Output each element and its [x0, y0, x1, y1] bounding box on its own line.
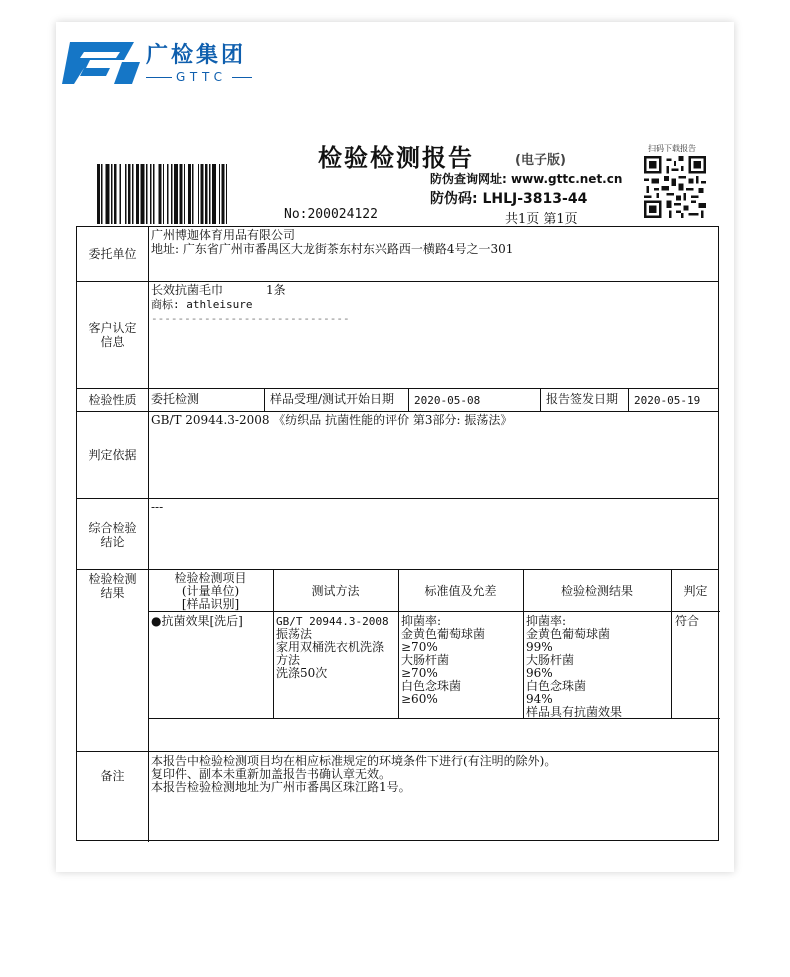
result-line: 99% [526, 640, 553, 654]
result-standard [401, 615, 485, 706]
standard-line: 金黄色葡萄球菌 [401, 627, 486, 641]
result-line: 金黄色葡萄球菌 [526, 627, 611, 641]
conclusion-value: --- [151, 500, 164, 514]
row-divider [77, 498, 718, 499]
header-method: 测试方法 [311, 584, 360, 598]
report-title: 检验检测报告 [318, 144, 474, 172]
results-header-divider [148, 611, 720, 612]
col-divider [408, 388, 409, 411]
standard-line: ≥60% [401, 692, 438, 706]
method-line: 洗涤50次 [276, 666, 328, 680]
standard-line: ≥70% [401, 640, 438, 654]
qr-code-icon [644, 156, 706, 218]
result-line: 94% [526, 692, 553, 706]
header-item-line: 检验检测项目 [174, 571, 247, 585]
results-row-divider [148, 718, 720, 719]
col-divider [540, 388, 541, 411]
result-line: 抑菌率: [526, 614, 567, 628]
result-judge: 符合 [675, 614, 700, 628]
result-line: 96% [526, 666, 553, 680]
conclusion-label-2: 结论 [100, 535, 125, 549]
receive-date-label: 样品受理/测试开始日期 [270, 392, 395, 406]
col-divider [264, 388, 265, 411]
company-name-en: GTTC [176, 70, 227, 84]
issue-date: 2020-05-19 [634, 394, 701, 407]
basis-label: 判定依据 [88, 448, 137, 462]
page-indicator: 共1页 第1页 [505, 212, 578, 227]
standard-line: 大肠杆菌 [401, 653, 450, 667]
client-name: 广州博迦体育用品有限公司 [151, 228, 296, 242]
col-divider [628, 388, 629, 411]
result-values [526, 615, 622, 719]
remark-line: 本报告中检验检测项目均在相应标准规定的环境条件下进行(有注明的除外)。 [151, 754, 557, 768]
result-item: ●抗菌效果[洗后] [151, 614, 243, 628]
barcode-icon [97, 164, 279, 224]
results-label-2: 结果 [100, 586, 125, 600]
product-name: 长效抗菌毛巾 [151, 283, 224, 297]
header-result: 检验检测结果 [560, 584, 633, 598]
result-line: 大肠杆菌 [526, 653, 575, 667]
customer-info-label-1: 客户认定 [88, 321, 137, 335]
report-table [76, 226, 719, 841]
report-number: No:200024122 [284, 207, 378, 222]
remark-line: 本报告检验检测地址为广州市番禺区珠江路1号。 [151, 780, 411, 794]
remarks-text [151, 755, 556, 794]
row-divider [77, 411, 718, 412]
nature-label: 检验性质 [88, 393, 137, 407]
method-line: 家用双桶洗衣机洗涤 [276, 640, 385, 654]
result-method [276, 615, 389, 680]
product-brand: 商标: athleisure [151, 298, 253, 311]
standard-line: 抑菌率: [401, 614, 442, 628]
edition-label: (电子版) [515, 153, 566, 168]
method-line: 振荡法 [276, 627, 313, 641]
anti-fake-code: 防伪码: LHLJ-3813-44 [430, 191, 588, 207]
nature-value: 委托检测 [151, 392, 200, 406]
issue-date-label: 报告签发日期 [546, 392, 619, 406]
row-divider [77, 281, 718, 282]
qr-caption: 扫码下载报告 [648, 144, 696, 153]
result-line: 白色念珠菌 [526, 679, 587, 693]
header-item [148, 572, 273, 611]
client-label: 委托单位 [88, 247, 137, 261]
remark-line: 复印件、副本未重新加盖报告书确认章无效。 [151, 767, 392, 781]
label-column-divider [148, 227, 149, 842]
header-item-line: (计量单位) [181, 584, 240, 598]
header-item-line: [样品识别] [181, 597, 240, 611]
row-divider [77, 751, 718, 752]
anti-fake-url: 防伪查询网址: www.gttc.net.cn [430, 172, 623, 186]
dash-line: ------------------------------ [151, 312, 350, 325]
receive-date: 2020-05-08 [414, 394, 481, 407]
remarks-label: 备注 [100, 769, 125, 783]
product-quantity: 1条 [266, 283, 286, 297]
header-judge: 判定 [683, 584, 708, 598]
customer-info-label-2: 信息 [100, 335, 125, 349]
client-address: 地址: 广东省广州市番禺区大龙街茶东村东兴路西一横路4号之一301 [151, 242, 514, 256]
method-line: GB/T 20944.3-2008 [276, 615, 389, 628]
result-line: 样品具有抗菌效果 [526, 705, 623, 719]
basis-value: GB/T 20944.3-2008 《纺织品 抗菌性能的评价 第3部分: 振荡法》 [151, 413, 513, 427]
results-label-1: 检验检测 [88, 572, 137, 586]
company-name-cn: 广检集团 [146, 43, 247, 68]
standard-line: ≥70% [401, 666, 438, 680]
standard-line: 白色念珠菌 [401, 679, 462, 693]
row-divider [77, 388, 718, 389]
method-line: 方法 [276, 653, 301, 667]
header-standard: 标准值及允差 [424, 584, 497, 598]
conclusion-label-1: 综合检验 [88, 521, 137, 535]
logo-divider-right [232, 77, 252, 78]
logo-divider-left [146, 77, 172, 78]
